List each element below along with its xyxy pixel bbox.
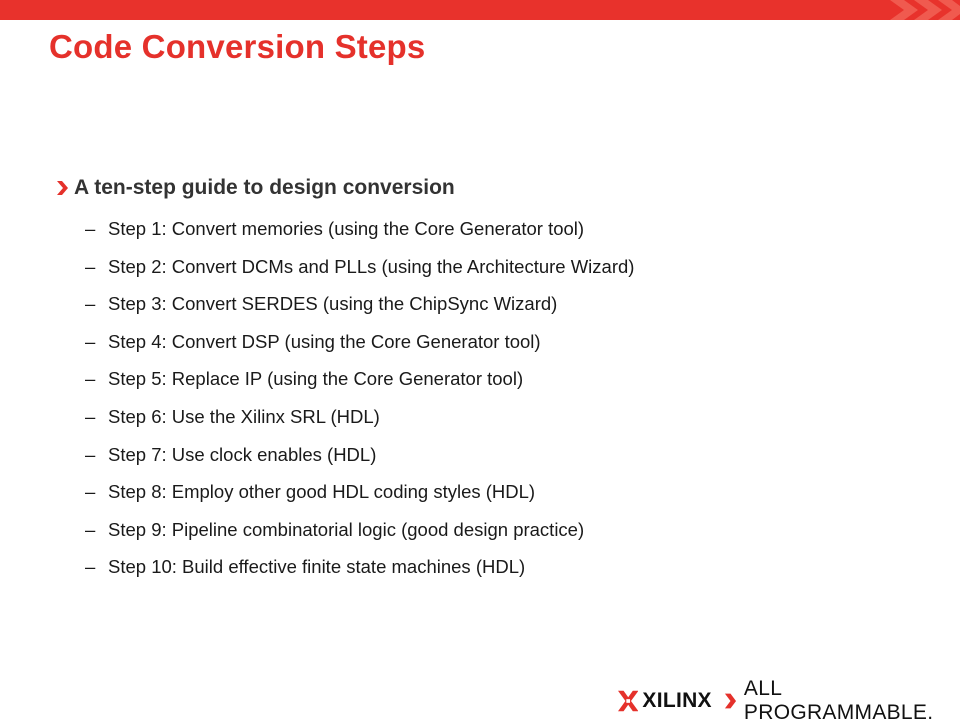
step-dash: – [85,255,96,277]
top-accent-bar [0,0,960,20]
step-dash: – [85,481,96,503]
step-item [85,556,634,594]
step-dash: – [85,330,96,352]
step-text: Step 7: Use clock enables (HDL) [108,443,377,465]
top-bar-pattern-icon [870,0,960,20]
brand-name: XILINX [642,689,712,712]
step-text: Step 1: Convert memories (using the Core Generator tool) [108,218,585,239]
step-item [85,481,634,519]
steps-list [85,218,634,594]
step-dash: – [85,405,96,427]
step-text: Step 3: Convert SERDES (using the ChipSync Wizard) [108,293,558,315]
step-dash: – [85,556,96,578]
footer-logo [618,677,960,724]
chevron-right-icon [56,181,68,195]
step-item [85,444,634,482]
step-item [85,519,634,557]
step-dash: – [85,443,96,465]
step-item [85,293,634,331]
brand-tagline: ALL PROGRAMMABLE. [743,677,934,724]
step-text: Step 10: Build effective finite state machines (HDL) [108,556,526,578]
step-item [85,368,634,406]
step-dash: – [85,368,96,390]
chevron-right-icon [724,693,736,709]
step-item [85,406,634,444]
step-text: Step 8: Employ other good HDL coding styles (HDL) [108,481,536,503]
step-dash: – [85,218,96,239]
main-bullet-text: A ten-step guide to design conversion [74,176,455,199]
slide-title: Code Conversion Steps [49,28,426,65]
step-item [85,218,634,256]
step-item [85,331,634,369]
step-text: Step 2: Convert DCMs and PLLs (using the Architecture Wizard) [108,255,635,277]
step-text: Step 5: Replace IP (using the Core Generator tool) [108,368,524,390]
step-text: Step 6: Use the Xilinx SRL (HDL) [108,405,380,427]
step-text: Step 4: Convert DSP (using the Core Generator tool) [108,330,541,352]
xilinx-logo-icon [618,690,638,712]
main-bullet [56,176,455,200]
step-dash: – [85,293,96,315]
step-dash: – [85,518,96,540]
step-item [85,256,634,294]
step-text: Step 9: Pipeline combinatorial logic (good design practice) [108,518,585,540]
